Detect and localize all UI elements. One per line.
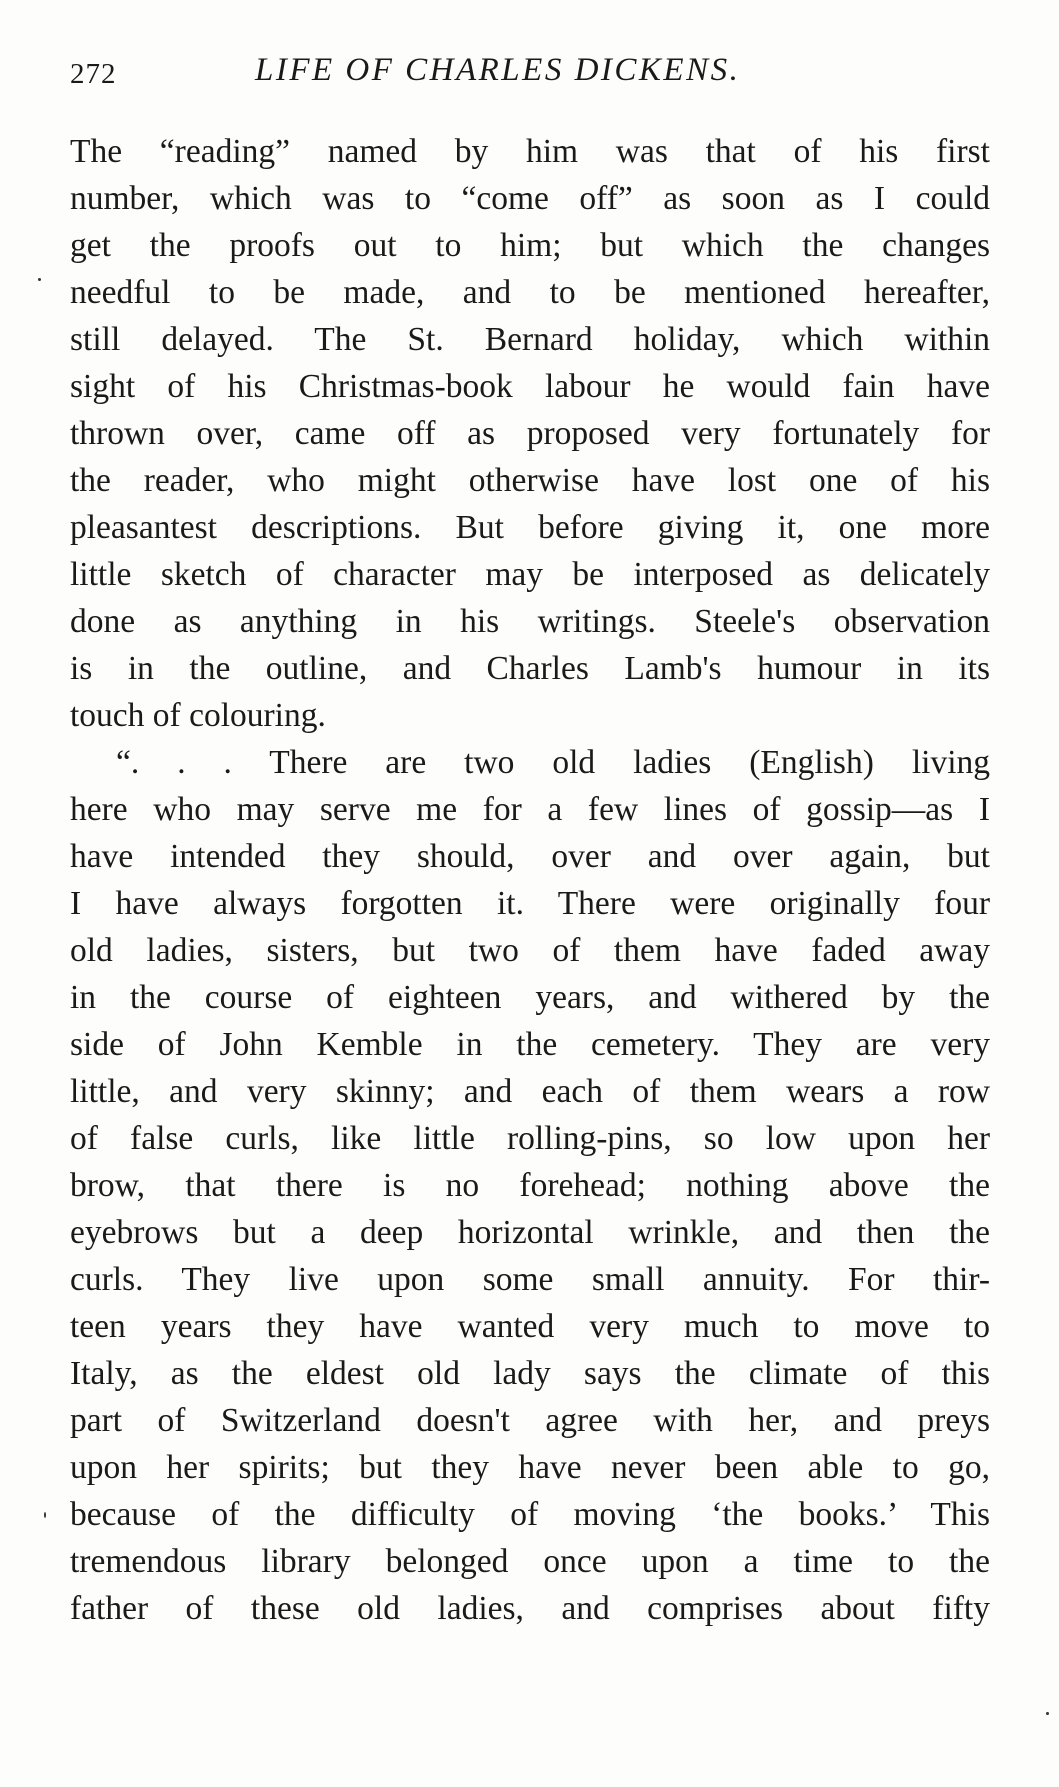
text-line: here who may serve me for a few lines of gossip—as I [70, 791, 990, 828]
print-speck [44, 1512, 46, 1518]
text-line: thrown over, came off as proposed very fortunately for [70, 415, 990, 452]
text-line: teen years they have wanted very much to move to [70, 1308, 990, 1345]
text-line: the reader, who might otherwise have lost one of his [70, 462, 990, 499]
text-line: touch of colouring. [70, 697, 326, 734]
text-line: have intended they should, over and over again, but [70, 838, 990, 875]
text-line: still delayed. The St. Bernard holiday, which within [70, 321, 990, 358]
text-line: little sketch of character may be interposed as delicately [70, 556, 990, 593]
text-line: side of John Kemble in the cemetery. They are very [70, 1026, 990, 1063]
print-speck [38, 278, 41, 281]
text-line: little, and very skinny; and each of them wears a row [70, 1073, 990, 1110]
text-line: Italy, as the eldest old lady says the climate of this [70, 1355, 990, 1392]
text-line: old ladies, sisters, but two of them have faded away [70, 932, 990, 969]
text-line: tremendous library belonged once upon a time to the [70, 1543, 990, 1580]
paragraph-1 [70, 128, 990, 739]
text-line: upon her spirits; but they have never been able to go, [70, 1449, 990, 1486]
text-line: eyebrows but a deep horizontal wrinkle, and then the [70, 1214, 990, 1251]
text-line: brow, that there is no forehead; nothing above the [70, 1167, 990, 1204]
text-line: number, which was to “come off” as soon as I could [70, 180, 990, 217]
text-line: part of Switzerland doesn't agree with her, and preys [70, 1402, 990, 1439]
body-text [70, 128, 990, 1632]
text-line: of false curls, like little rolling-pins, so low upon her [70, 1120, 990, 1157]
print-speck [1046, 1712, 1049, 1715]
text-line: curls. They live upon some small annuity. For thir- [70, 1261, 990, 1298]
text-line: needful to be made, and to be mentioned hereafter, [70, 274, 990, 311]
text-line: “. . . There are two old ladies (English) living [116, 744, 990, 781]
page-number: 272 [70, 58, 117, 90]
text-line: done as anything in his writings. Steele's observation [70, 603, 990, 640]
text-line: get the proofs out to him; but which the changes [70, 227, 990, 264]
text-line: father of these old ladies, and comprises about fifty [70, 1590, 990, 1627]
page-header [70, 52, 990, 96]
text-line: I have always forgotten it. There were originally four [70, 885, 990, 922]
text-line: in the course of eighteen years, and withered by the [70, 979, 990, 1016]
text-line: The “reading” named by him was that of his first [70, 133, 990, 170]
running-title: LIFE OF CHARLES DICKENS. [255, 52, 741, 88]
text-line: is in the outline, and Charles Lamb's humour in its [70, 650, 990, 687]
text-line: sight of his Christmas-book labour he would fain have [70, 368, 990, 405]
text-line: pleasantest descriptions. But before giving it, one more [70, 509, 990, 546]
text-line: because of the difficulty of moving ‘the books.’ This [70, 1496, 990, 1533]
paragraph-2 [70, 739, 990, 1632]
